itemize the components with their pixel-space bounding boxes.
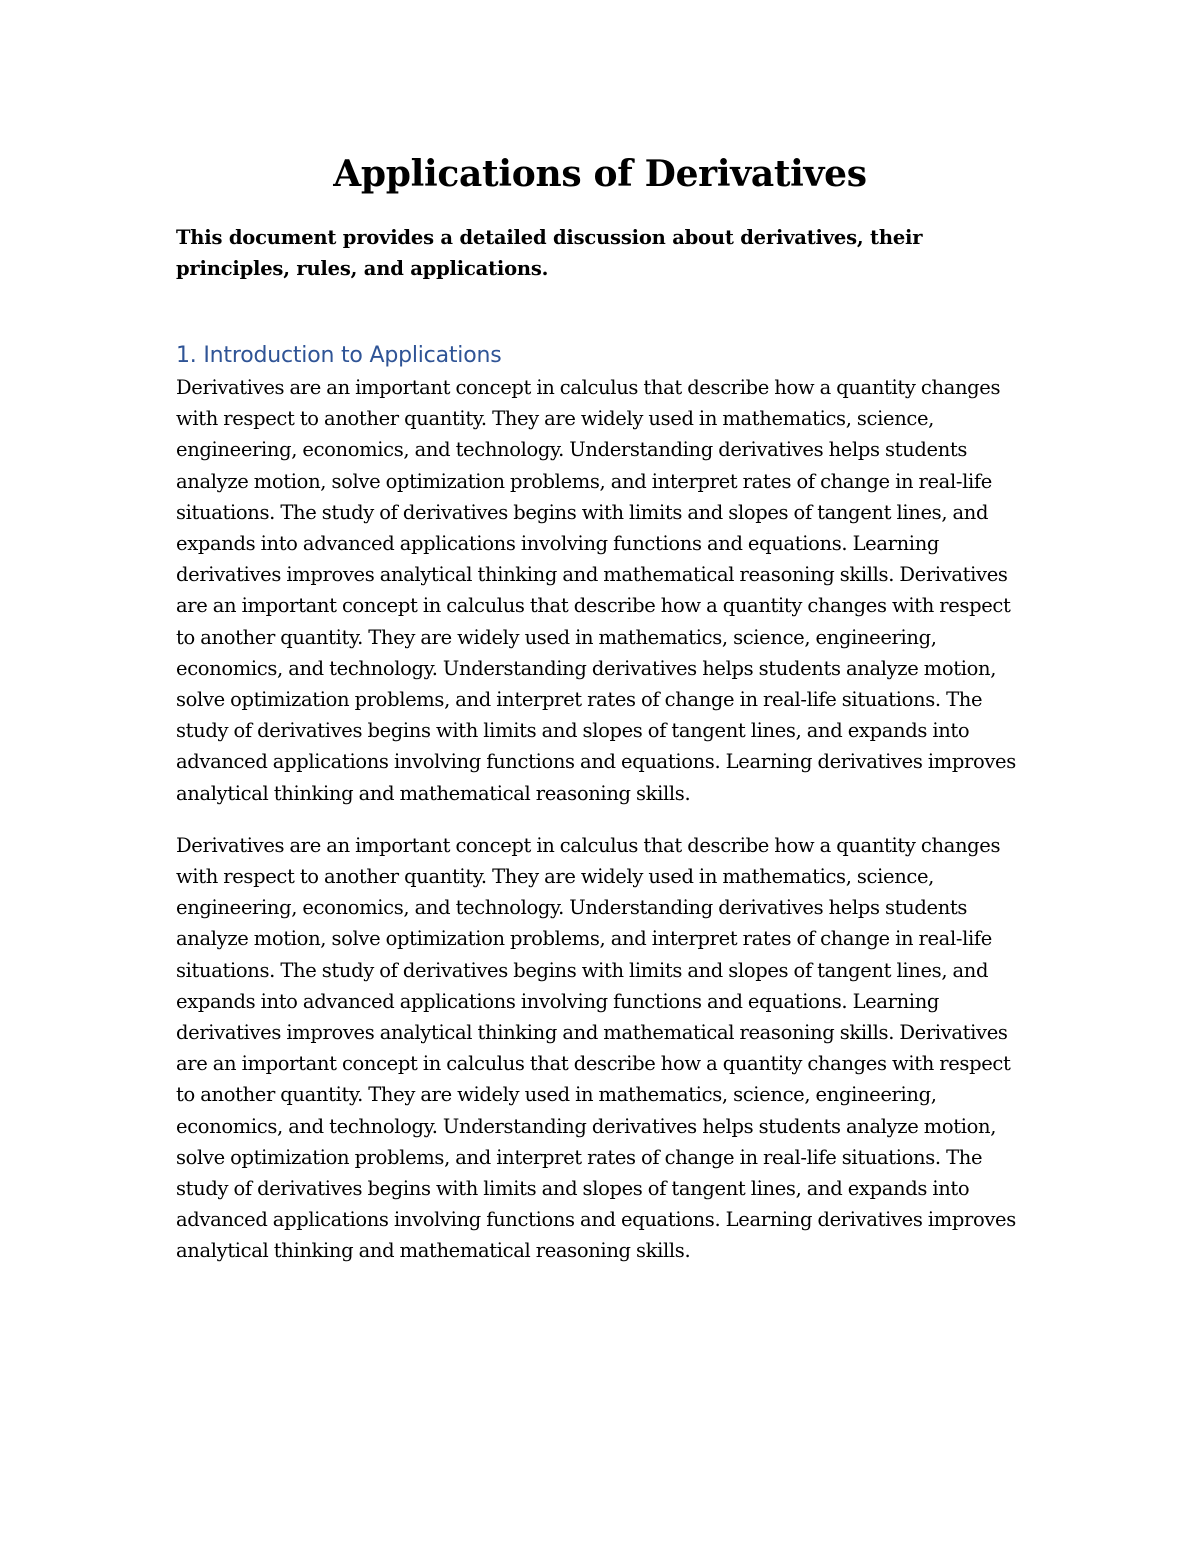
body-paragraph: Derivatives are an important concept in calculus that describe how a quantity changes with respect to another quantity. They are widely used in mathematics, science, engineering, economics, and technology. Understanding derivatives helps students analyze motion, solve optimization problems, and interpret rates of change in real-life situations. The study of derivatives begins with limits and slopes of tangent lines, and expands into advanced applications involving functions and equations. Learning derivatives improves analytical thinking and mathematical reasoning skills. Derivatives are an important concept in calculus that describe how a quantity changes with respect to another quantity. They are widely used in mathematics, science, engineering, economics, and technology. Understanding derivatives helps students analyze motion, solve optimization problems, and interpret rates of change in real-life situations. The study of derivatives begins with limits and slopes of tangent lines, and expands into advanced applications involving functions and equations. Learning derivatives improves analytical thinking and mathematical reasoning skills. [176, 376, 1016, 805]
document-subtitle: This document provides a detailed discussion about derivatives, their principles, rules, and applications. [176, 226, 923, 280]
body-paragraph: Derivatives are an important concept in calculus that describe how a quantity changes with respect to another quantity. They are widely used in mathematics, science, engineering, economics, and technology. Understanding derivatives helps students analyze motion, solve optimization problems, and interpret rates of change in real-life situations. The study of derivatives begins with limits and slopes of tangent lines, and expands into advanced applications involving functions and equations. Learning derivatives improves analytical thinking and mathematical reasoning skills. Derivatives are an important concept in calculus that describe how a quantity changes with respect to another quantity. They are widely used in mathematics, science, engineering, economics, and technology. Understanding derivatives helps students analyze motion, solve optimization problems, and interpret rates of change in real-life situations. The study of derivatives begins with limits and slopes of tangent lines, and expands into advanced applications involving functions and equations. Learning derivatives improves analytical thinking and mathematical reasoning skills. [176, 833, 1016, 1263]
document-title: Applications of Derivatives [333, 153, 867, 195]
section-heading-introduction: 1. Introduction to Applications [176, 343, 502, 368]
